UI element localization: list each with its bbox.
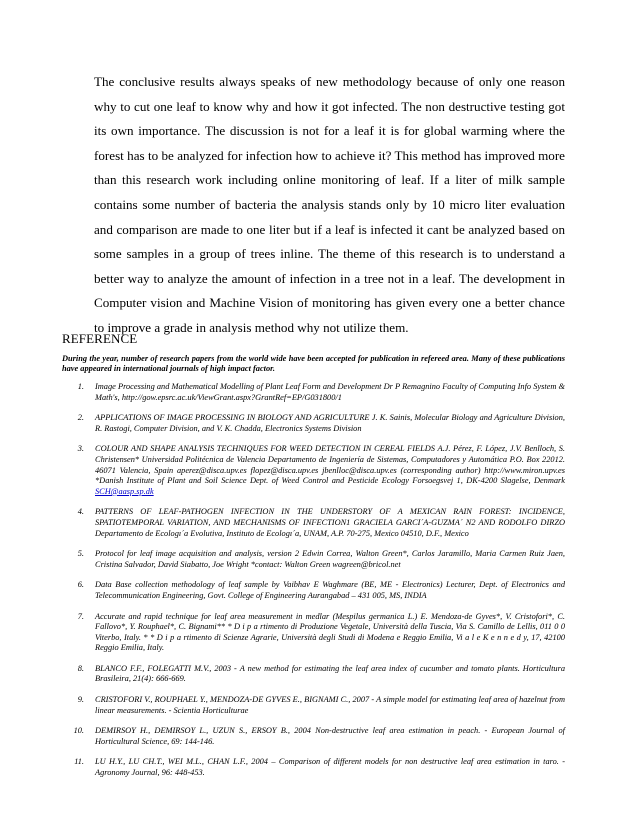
reference-number: 7. — [77, 611, 84, 621]
reference-item — [62, 664, 565, 685]
reference-item — [62, 507, 565, 539]
reference-number: 2. — [77, 413, 84, 423]
reference-number: 8. — [77, 663, 84, 673]
reference-text — [95, 444, 565, 497]
reference-text-body: COLOUR AND SHAPE ANALYSIS TECHNIQUES FOR WEED DETECTION IN CEREAL FIELDS A.J. Pérez, F. López, J.V. Benlloch, S. Christensen* Universidad Politécnica de Valencia Departamento de Ingeniería de Sistemas, Computadores y Automática P.O. Box 22012. 46071 Valencia, Spain aperez@disca.upv.es flopez@disca.upv.es jbenlloc@disca.upv.es (corresponding author) http://www.miron.upv.es *Danish Institute of Plant and Soil Science Dept. of Weed Control and Pesticide Ecology Forsoegsvej 1, DK-4200 Slagelse, Denmark — [95, 444, 565, 486]
reference-heading: REFERENCE — [62, 331, 138, 346]
reference-number: 1. — [77, 382, 84, 391]
reference-number: 6. — [77, 580, 84, 590]
reference-number: 11. — [74, 757, 84, 767]
reference-number: 10. — [73, 726, 84, 736]
reference-item — [62, 612, 565, 654]
reference-list — [62, 382, 565, 789]
reference-number: 9. — [77, 695, 84, 705]
reference-text: CRISTOFORI V., ROUPHAEL Y., MENDOZA-DE GYVES E., BIGNAMI C., 2007 - A simple model for estimating leaf area of hazelnut from linear measurements. - Scientia Horticulturae — [95, 695, 565, 715]
reference-text: BLANCO F.F., FOLEGATTI M.V., 2003 - A new method for estimating the leaf area index of cucumber and tomato plants. Horticultura Brasileira, 21(4): 666-669. — [95, 663, 565, 684]
reference-number: 5. — [77, 549, 84, 559]
reference-item — [62, 580, 565, 601]
reference-text: LU H.Y., LU CH.T., WEI M.L., CHAN L.F., 2004 – Comparison of different models for non destructive leaf area estimation in taro. - Agronomy Journal, 96: 448-453. — [95, 757, 565, 778]
reference-item — [62, 444, 565, 497]
reference-number: 4. — [77, 507, 84, 517]
reference-item — [62, 757, 565, 778]
reference-text: Protocol for leaf image acquisition and analysis, version 2 Edwin Correa, Walton Green*, Carlos Jaramillo, Maria Carmen Ruiz Jaen, Cristina Salvador, David Siabatto, Joe Wright *contact: Walton Green wagreen@bricol.net — [95, 549, 565, 569]
reference-number: 3. — [77, 444, 84, 454]
reference-text: Image Processing and Mathematical Modelling of Plant Leaf Form and Development Dr P Remagnino Faculty of Computing Info System & Math's, http://gow.epsrc.ac.uk/ViewGrant.aspx?GrantRef=EP/G031800/1 — [95, 382, 565, 402]
reference-item — [62, 413, 565, 434]
reference-text: APPLICATIONS OF IMAGE PROCESSING IN BIOLOGY AND AGRICULTURE J. K. Sainis, Molecular Biology and Agriculture Division, R. Rastogi, Computer Division, and V. K. Chadda, Electronics Systems Division — [95, 413, 565, 433]
reference-item — [62, 726, 565, 747]
body-paragraph: The conclusive results always speaks of new methodology because of only one reason why to cut one leaf to know why and how it got infected. The non destructive testing got its own importance. The discussion is not for a leaf it is for global warming where the forest has to be analyzed for infection how to achieve it? This method has improved more than this research work including online monitoring of leaf. If a liter of milk sample contains some number of bacteria the analysis stands only by 10 micro liter evaluation and comparison are made to one liter but if a leaf is infected it cant be analyzed based on some samples in a group of trees inline. The theme of this research is to understand a better way to analyze the amount of infection in a tree not in a leaf. The development in Computer vision and Machine Vision of monitoring has given every one a better chance to improve a grade in analysis method why not utilize them. — [94, 74, 565, 335]
reference-item — [62, 382, 565, 403]
reference-intro: During the year, number of research papers from the world wide have been accepted for publication in refereed area. Many of these publications have appeared in international journals of high impact factor. — [62, 354, 565, 374]
reference-text: Accurate and rapid technique for leaf area measurement in medlar (Mespilus germanica L.) E. Mendoza-de Gyves*, V. Cristofori*, C. Fallovo*, Y. Rouphael*, C. Bignami** * D i p a rtimento di Produzione Vegetale, Università della Tuscia, Via S. Camillo de Lellis, 011 0 0 Viterbo, Italy. * * D i p a rtimento di Scienze Agrarie, Università degli Studi di Modena e Reggio Emilia, Vi a l e K e n n e d y, 17, 42100 Reggio Emilia, Italy. — [95, 611, 565, 653]
reference-text: DEMIRSOY H., DEMIRSOY L., UZUN S., ERSOY B., 2004 Non-destructive leaf area estimation in peach. - European Journal of Horticultural Science, 69: 144-146. — [95, 726, 565, 746]
reference-item — [62, 695, 565, 716]
reference-text: Data Base collection methodology of leaf sample by Vaibhav E Waghmare (BE, ME - Electronics) Lecturer, Dept. of Electronics and Telecommunication Engineering, Govt. College of Engineering Aurangabad – 431 005, MS, INDIA — [95, 580, 565, 600]
reference-item — [62, 549, 565, 570]
reference-email-link[interactable]: SCH@aasp.sp.dk — [95, 486, 154, 496]
reference-text: PATTERNS OF LEAF-PATHOGEN INFECTION IN THE UNDERSTORY OF A MEXICAN RAIN FOREST: INCIDENCE, SPATIOTEMPORAL VARIATION, AND MECHANISMS OF INFECTION1 GRACIELA GARCI´A-GUZMA´ N2 AND RODOLFO DIRZO Departamento de Ecologı´a Evolutiva, Instituto de Ecologı´a, UNAM, A.P. 70-275, Mexico 04510, D.F., Mexico — [95, 507, 565, 538]
